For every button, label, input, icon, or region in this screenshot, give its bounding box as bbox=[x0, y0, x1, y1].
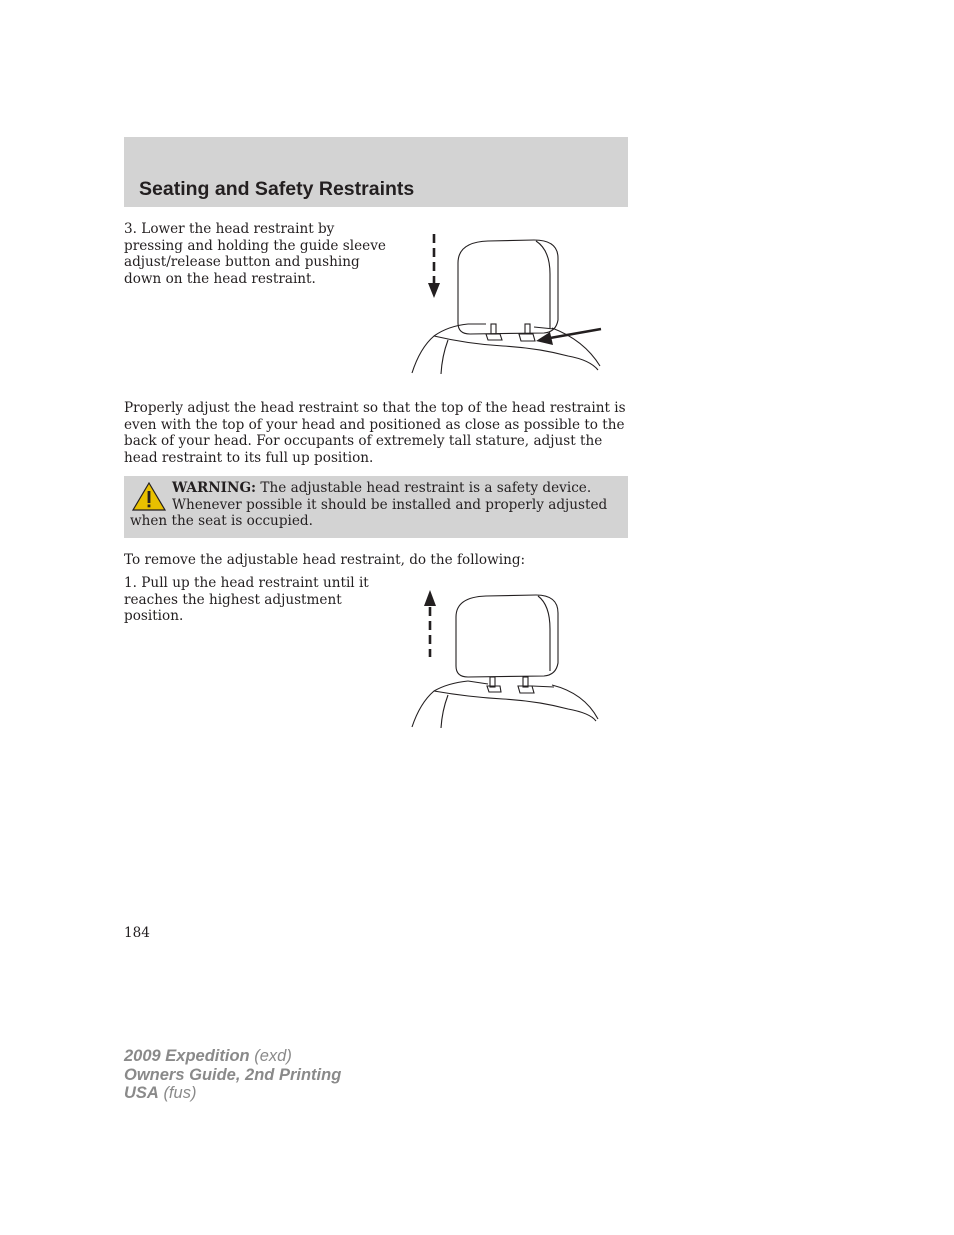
adjust-instruction-paragraph: Properly adjust the head restraint so that the top of the head restraint is even with the top of your head and positioned as close as possible to the back of your head. For occupants of extremely tall stature, adjust the head restraint to its full up position. bbox=[124, 400, 626, 466]
warning-box bbox=[124, 476, 628, 538]
footer-line-model bbox=[124, 1047, 341, 1066]
step-1-instruction: 1. Pull up the head restraint until it reaches the highest adjustment position. bbox=[124, 575, 369, 624]
footer-line-guide bbox=[124, 1066, 341, 1085]
section-title: Seating and Safety Restraints bbox=[139, 178, 415, 200]
footer-model: 2009 Expedition bbox=[124, 1047, 250, 1065]
footer-model-code: (exd) bbox=[254, 1047, 292, 1065]
warning-text-block bbox=[130, 480, 624, 530]
down-arrow-icon bbox=[428, 234, 440, 298]
warning-message: The adjustable head restraint is a safety device. Whenever possible it should be installed and properly adjusted when the seat is occupied. bbox=[130, 480, 608, 529]
step-3-instruction: 3. Lower the head restraint by pressing and holding the guide sleeve adjust/release button and pushing down on the head restraint. bbox=[124, 221, 386, 287]
footer-market-code: (fus) bbox=[163, 1084, 197, 1102]
warning-label: WARNING: bbox=[172, 480, 257, 496]
footer-market: USA bbox=[124, 1084, 159, 1102]
section-header-band bbox=[124, 137, 628, 207]
footer bbox=[124, 1047, 341, 1103]
footer-guide: Owners Guide, 2nd Printing bbox=[124, 1065, 342, 1084]
release-button-pointer-arrow-icon bbox=[536, 329, 601, 345]
warning-triangle-icon bbox=[130, 480, 168, 513]
remove-intro: To remove the adjustable head restraint, do the following: bbox=[124, 552, 526, 568]
head-restraint-raise-illustration bbox=[408, 585, 608, 735]
footer-line-market bbox=[124, 1084, 341, 1103]
page-number: 184 bbox=[124, 925, 150, 941]
up-arrow-icon bbox=[424, 590, 436, 657]
head-restraint-lower-illustration bbox=[408, 228, 608, 378]
